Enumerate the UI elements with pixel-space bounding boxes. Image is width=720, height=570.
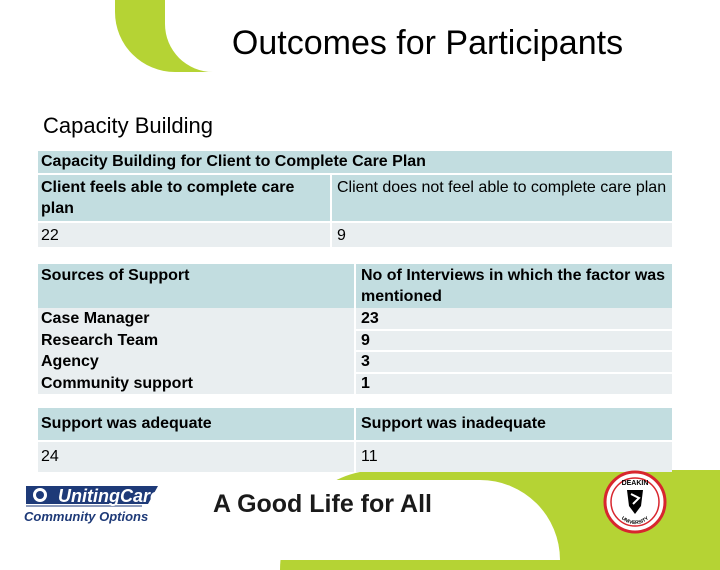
inadequate-header: Support was inadequate (356, 408, 672, 440)
deakin-arc-text: UNIVERSITY (620, 515, 650, 527)
adequate-header: Support was adequate (38, 408, 354, 440)
not-able-value: 9 (332, 223, 672, 247)
not-able-header: Client does not feel able to complete care plan (332, 175, 672, 221)
table-row: 23 (361, 310, 379, 327)
able-value: 22 (38, 223, 330, 247)
slide-subtitle: Capacity Building (43, 113, 213, 138)
unitingcare-wordmark: UnitingCare (58, 486, 161, 506)
deakin-wordmark: DEAKIN (621, 480, 649, 487)
capacity-table-heading: Capacity Building for Client to Complete Care Plan (38, 151, 672, 173)
table-row: Agency (41, 353, 99, 370)
table-row: 3 (361, 353, 370, 370)
able-header: Client feels able to complete care plan (38, 175, 330, 221)
table-row: Case Manager (41, 310, 150, 327)
tagline: A Good Life for All (213, 490, 432, 518)
table-row: Research Team (41, 332, 159, 349)
inadequate-value: 11 (356, 442, 672, 472)
deakin-university-logo (603, 470, 667, 534)
count-header: No of Interviews in which the factor was mentioned (356, 264, 672, 308)
table-row: 1 (361, 375, 370, 392)
community-options-text: Community Options (24, 509, 149, 524)
slide-title: Outcomes for Participants (231, 24, 624, 62)
table-row: Community support (41, 375, 193, 392)
row-divider (356, 329, 672, 331)
row-divider (356, 350, 672, 352)
sources-header: Sources of Support (38, 264, 354, 308)
adequate-value: 24 (38, 442, 354, 472)
table-row: 9 (361, 332, 370, 349)
row-divider (356, 372, 672, 374)
sources-body (38, 308, 354, 394)
